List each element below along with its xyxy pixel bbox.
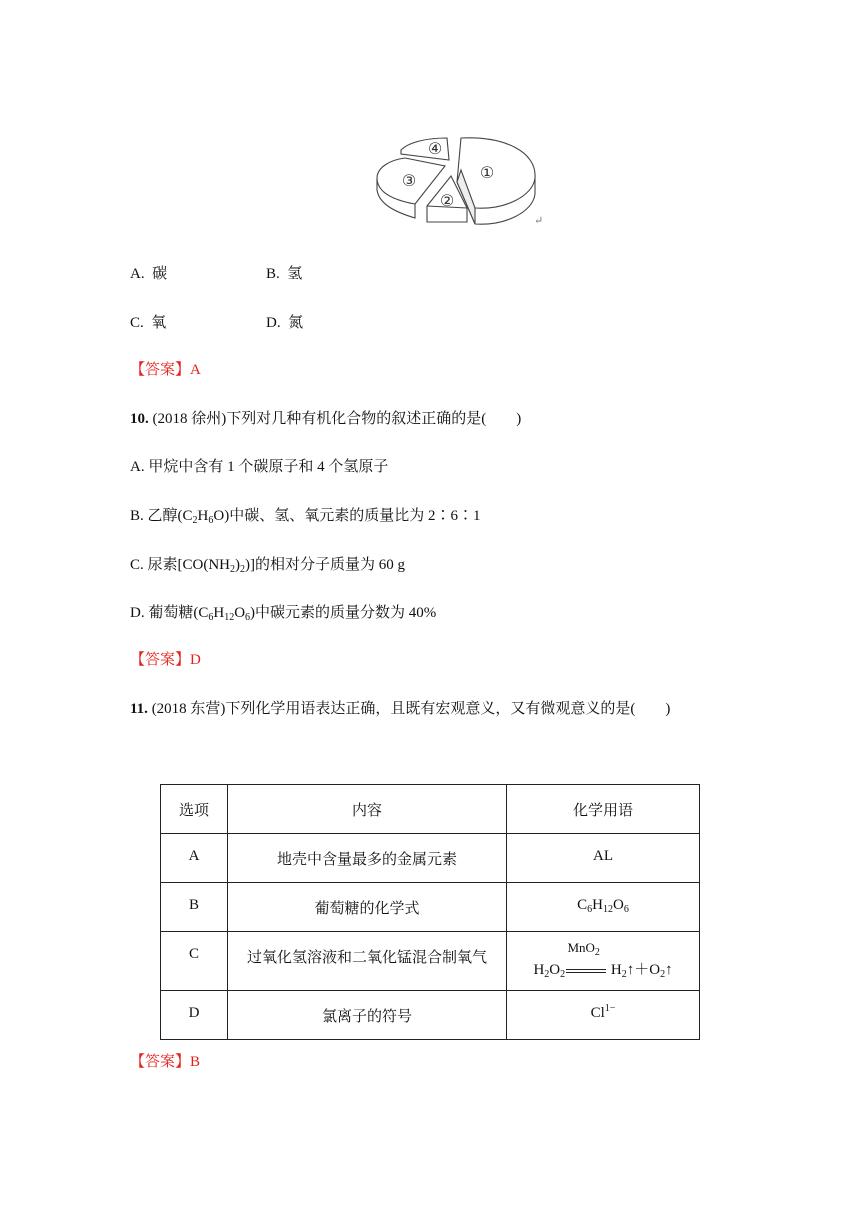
pie-slice-1	[457, 138, 535, 224]
pie-label-1: ①	[479, 163, 495, 182]
table-row: C 过氧化氢溶液和二氧化锰混合制氧气 $H_2O_2$ MnO$_2$ $H_2↑+O_2↑$	[161, 932, 700, 991]
answer-10: 【答案】D	[130, 652, 201, 668]
pie-label-3: ③	[401, 171, 417, 190]
option-c: C. 氧	[130, 315, 167, 331]
table-header-row	[161, 785, 700, 834]
q10-option-b: B. 乙醇$(C_2H_6O)$中碳、氢、氧元素的质量比为 2∶6∶1	[130, 508, 481, 526]
header-content: 内容	[228, 785, 507, 834]
symbol-chloride: $Cl^{1-}$	[507, 991, 700, 1040]
pie-label-2: ②	[439, 191, 455, 210]
pie-label-4: ④	[427, 139, 443, 158]
table-row: B 葡萄糖的化学式 $C_6H_{12}O_6$	[161, 883, 700, 932]
answer-prev: 【答案】A	[130, 362, 201, 378]
q10-option-a: A. 甲烷中含有 1 个碳原子和 4 个氢原子	[130, 459, 389, 475]
pie-figure	[375, 134, 545, 230]
table-row: D 氯离子的符号 $Cl^{1-}$	[161, 991, 700, 1040]
question-11-stem: 11. (2018 东营)下列化学用语表达正确，且既有宏观意义，又有微观意义的是( )	[130, 701, 671, 717]
header-symbol: 化学用语	[507, 785, 700, 834]
symbol-equation: $H_2O_2$ MnO$_2$ $H_2↑+O_2↑$	[507, 932, 700, 991]
table-row: A 地壳中含量最多的金属元素 AL	[161, 834, 700, 883]
question-10-stem: 10. (2018 徐州)下列对几种有机化合物的叙述正确的是( )	[130, 411, 522, 427]
option-b: B. 氢	[266, 266, 303, 282]
header-option: 选项	[161, 785, 228, 834]
q10-option-c: C. 尿素$[CO(NH_2)_2)$]的相对分子质量为 60 g	[130, 557, 406, 575]
options-table	[160, 784, 700, 1040]
option-a: A. 碳	[130, 266, 168, 282]
q10-option-d: D. 葡萄糖$(C_6H_{12}O_6)$中碳元素的质量分数为 40%	[130, 605, 437, 623]
symbol-glucose: $C_6H_{12}O_6$	[507, 883, 700, 932]
answer-11: 【答案】B	[130, 1054, 201, 1070]
option-d: D. 氮	[266, 315, 304, 331]
return-mark: ↵	[534, 215, 544, 227]
